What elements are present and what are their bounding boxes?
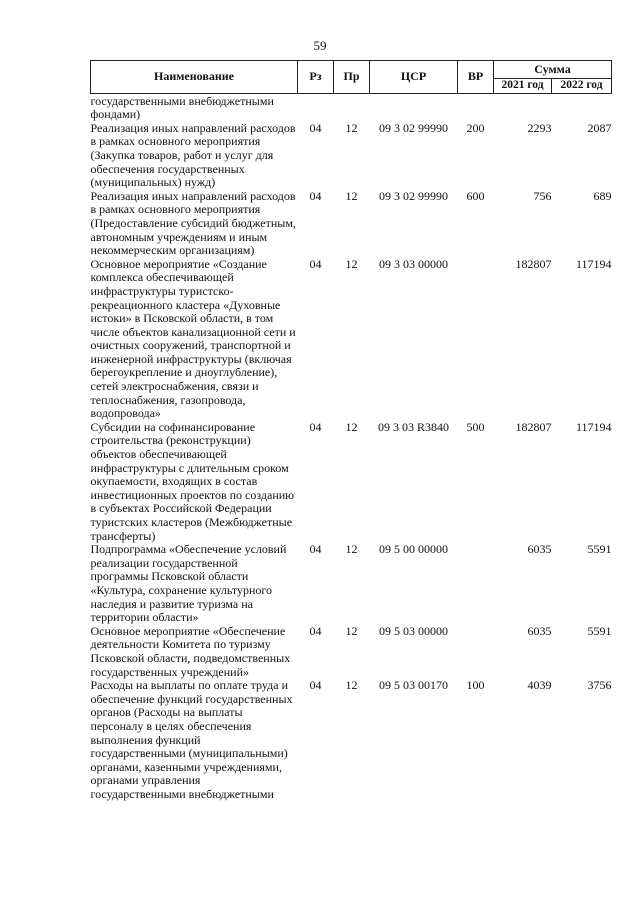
row-rz: 04 — [309, 678, 322, 693]
row-vr: 100 — [466, 678, 485, 693]
row-rz: 04 — [309, 120, 322, 135]
table-header — [91, 61, 612, 94]
row-sum-2022: 3756 — [587, 678, 612, 693]
header-csr: ЦСР — [370, 61, 458, 94]
row-vr: 500 — [466, 419, 485, 434]
row-name: Расходы на выплаты по оплате труда и обеспечение функций государственных органов (Расходы на выплаты персоналу в целях обеспечения выполнения функций государственными (муниципальными) органами, казенными учреждениями, органами управления государственными внебюджетными — [90, 678, 293, 801]
row-csr: 09 3 03 00000 — [379, 256, 448, 271]
row-vr — [458, 93, 494, 122]
table-row — [91, 122, 612, 190]
row-csr — [370, 93, 458, 122]
header-year-2022: 2022 год — [552, 79, 612, 94]
row-sum-2022: 689 — [593, 188, 612, 203]
row-csr: 09 5 03 00000 — [379, 623, 448, 638]
row-pr: 12 — [345, 678, 358, 693]
row-rz: 04 — [309, 256, 322, 271]
table-row — [91, 258, 612, 421]
row-csr: 09 3 02 99990 — [379, 188, 448, 203]
row-name: Основное мероприятие «Обеспечение деятельности Комитета по туризму Псковской области, подведомственных государственных учреждений» — [90, 623, 291, 679]
header-pr: Пр — [334, 61, 370, 94]
row-sum-2022: 117194 — [575, 256, 612, 271]
row-pr: 12 — [345, 542, 358, 557]
row-sum-2021: 6035 — [527, 623, 552, 638]
row-vr — [458, 258, 494, 421]
row-name: Основное мероприятие «Создание комплекса обеспечивающей инфраструктуры туристско-рекреационного кластера «Духовные истоки» в Псковской области, в том числе объектов канализационной сети и очистных сооружений, транспортной и инженерной инфраструктуры (включая берегоукрепление и дноуглубление), сетей электроснабжения, связи и теплоснабжения, газопровода, водопровода» — [90, 256, 296, 421]
row-rz: 04 — [309, 419, 322, 434]
row-name: Подпрограмма «Обеспечение условий реализации государственной программы Псковской области «Культура, сохранение культурного наследия и развитие туризма на территории области» — [90, 542, 287, 625]
row-csr: 09 5 00 00000 — [379, 542, 448, 557]
row-sum-2022: 117194 — [575, 419, 612, 434]
header-vr: ВР — [458, 61, 494, 94]
row-sum-2021 — [494, 93, 552, 122]
row-csr: 09 3 02 99990 — [379, 120, 448, 135]
row-vr — [458, 625, 494, 679]
row-rz: 04 — [309, 542, 322, 557]
row-name: Реализация иных направлений расходов в рамках основного мероприятия (Предоставление субсидий бюджетным, автономным учреждениям и иным некоммерческим организациям) — [90, 188, 296, 258]
table-row — [91, 421, 612, 543]
row-sum-2022: 5591 — [587, 623, 612, 638]
row-sum-2021: 2293 — [527, 120, 552, 135]
row-pr: 12 — [345, 188, 358, 203]
row-name: государственными внебюджетными фондами) — [90, 93, 274, 122]
row-vr: 200 — [466, 120, 485, 135]
table-row — [91, 679, 612, 801]
row-pr: 12 — [345, 623, 358, 638]
budget-table — [90, 60, 612, 801]
header-rz: Рз — [298, 61, 334, 94]
table-row — [91, 190, 612, 258]
row-csr: 09 3 03 R3840 — [377, 419, 449, 434]
row-rz — [298, 93, 334, 122]
row-sum-2021: 756 — [533, 188, 552, 203]
row-pr: 12 — [345, 419, 358, 434]
row-csr: 09 5 03 00170 — [379, 678, 448, 693]
row-sum-2022: 5591 — [587, 542, 612, 557]
header-name: Наименование — [91, 61, 298, 94]
row-pr — [334, 93, 370, 122]
row-vr — [458, 543, 494, 625]
table-row — [91, 93, 612, 122]
row-rz: 04 — [309, 188, 322, 203]
row-rz: 04 — [309, 623, 322, 638]
table-row — [91, 625, 612, 679]
table-body — [91, 93, 612, 801]
row-pr: 12 — [345, 120, 358, 135]
row-vr: 600 — [466, 188, 485, 203]
row-name: Субсидии на софинансирование строительства (реконструкции) объектов обеспечивающей инфраструктуры с длительным сроком окупаемости, входящих в состав инвестиционных проектов по созданию в субъектах Российской Федерации туристских кластеров (Межбюджетные трансферты) — [90, 419, 295, 543]
header-year-2021: 2021 год — [494, 79, 552, 94]
row-sum-2021: 182807 — [515, 256, 552, 271]
page-number: 59 — [313, 38, 327, 53]
row-sum-2022: 2087 — [587, 120, 612, 135]
row-pr: 12 — [345, 256, 358, 271]
row-sum-2021: 6035 — [527, 542, 552, 557]
row-name: Реализация иных направлений расходов в рамках основного мероприятия (Закупка товаров, работ и услуг для обеспечения государственных (муниципальных) нужд) — [90, 120, 296, 190]
row-sum-2021: 182807 — [515, 419, 552, 434]
row-sum-2022 — [552, 93, 612, 122]
table-row — [91, 543, 612, 625]
header-sum: Сумма — [494, 61, 612, 79]
row-sum-2021: 4039 — [527, 678, 552, 693]
